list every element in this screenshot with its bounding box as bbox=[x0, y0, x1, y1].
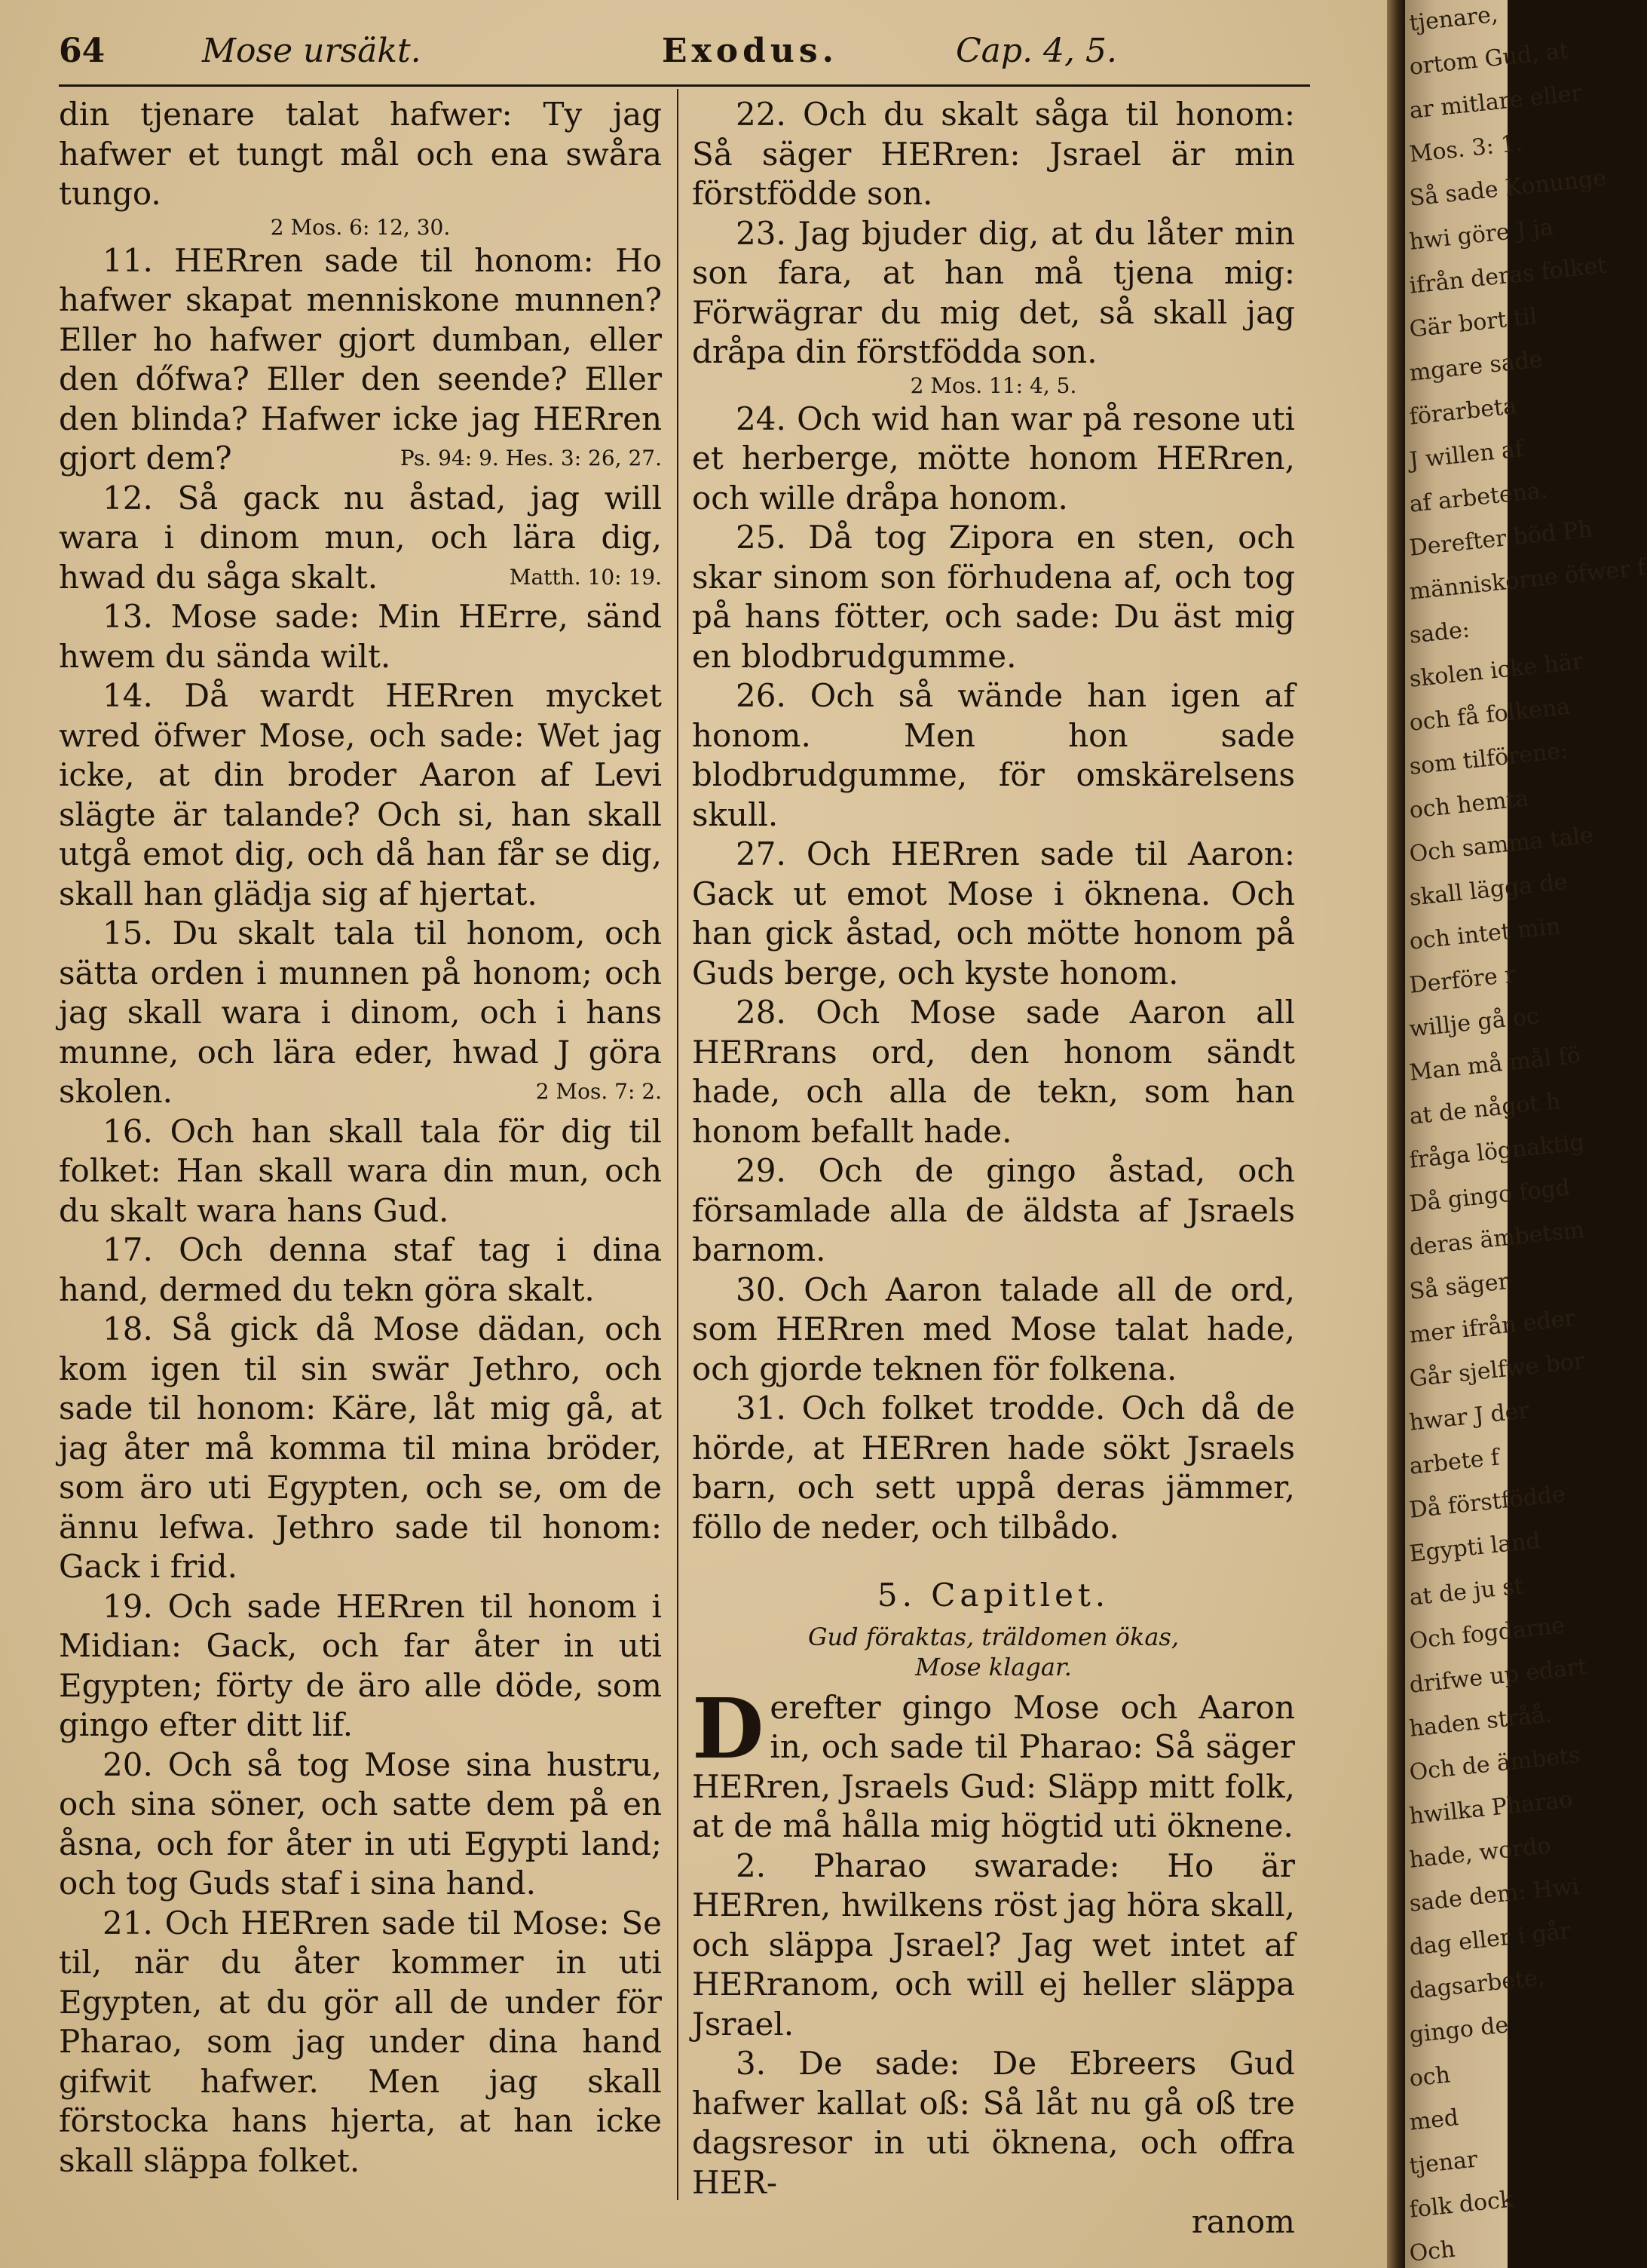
verse-26: 26. Och så wände han igen af honom. Men hon sade blodbrudgumme, för omskärelsens skull. bbox=[692, 677, 1295, 833]
verse-21: 21. Och HERren sade til Mose: Se til, när du åter kommer in uti Egypten, at du gör all de under för Pharao, som jag under dina hand gifwit hafwer. Men jag skall förstocka hans hjerta, at han icke skall släppa folket. bbox=[59, 1904, 662, 2179]
facing-page-fragment: Går sjelfwe bor bbox=[1408, 1347, 1586, 1393]
book-title: Exodus. bbox=[662, 32, 838, 70]
facing-page-fragment: arbete f bbox=[1408, 1444, 1501, 1480]
summary-line: Gud föraktas, träldomen ökas, bbox=[807, 1622, 1179, 1651]
facing-page-fragment: at de ju st bbox=[1408, 1573, 1525, 1611]
facing-page-fragment: Så säger bbox=[1408, 1268, 1511, 1305]
facing-page-fragment: människorne öfwer f bbox=[1408, 554, 1647, 605]
facing-page-fragment: Och samma tale bbox=[1408, 822, 1595, 868]
facing-page-fragment: tjenar bbox=[1408, 2146, 1479, 2180]
facing-page-fragment: och hemta bbox=[1408, 785, 1530, 824]
facing-page-fragment: Derföre r bbox=[1408, 961, 1517, 999]
facing-page-fragment: tjenare, bbox=[1408, 1, 1499, 37]
page-header bbox=[59, 29, 1129, 81]
facing-page-fragment: Så sade Konunge bbox=[1408, 164, 1608, 212]
facing-page-fragment: dag eller i går bbox=[1408, 1917, 1572, 1961]
verse-25: 25. Då tog Zipora en sten, och skar sinom son förhudena af, och tog på hans fötter, och sade: Du äst mig en blodbrudgumme. bbox=[692, 519, 1295, 675]
catchword: ranom bbox=[1191, 2203, 1295, 2240]
facing-page-fragment: skolen icke här bbox=[1408, 648, 1584, 693]
facing-page-fragment: fråga lögnaktig bbox=[1408, 1129, 1586, 1174]
page-number: 64 bbox=[59, 32, 106, 70]
facing-page-fragment: dagsarbete, bbox=[1408, 1964, 1546, 2005]
verse-29: 29. Och de gingo åstad, och församlade alla de äldsta af Jsraels barnom. bbox=[692, 1152, 1295, 1268]
summary-line: Mose klagar. bbox=[915, 1652, 1072, 1681]
verse-14: 14. Då wardt HERren mycket wred öfwer Mose, och sade: Wet jag icke, at din broder Aaron af Levi slägte är talande? Och si, han skall utgå emot dig, och då han får se dig, skall han glädja sig af hjertat. bbox=[59, 677, 662, 912]
facing-page-fragment: hwar J der bbox=[1408, 1397, 1531, 1436]
facing-page-fragment: mer ifrån eder bbox=[1408, 1304, 1577, 1349]
facing-page-fragment: Derefter böd Ph bbox=[1408, 516, 1594, 562]
verse-19: 19. Och sade HERren til honom i Midian: Gack, och far åter in uti Egypten; förty de äro alle döde, som gingo efter ditt lif. bbox=[59, 1587, 662, 1743]
chapter-summary bbox=[692, 1622, 1295, 1682]
header-rule bbox=[59, 84, 1310, 87]
verse-text: erefter gingo Mose och Aaron in, och sade til Pharao: Så säger HERren, Jsraels Gud: Släpp mitt folk, at de må hålla mig högtid uti öknene. bbox=[692, 1688, 1295, 1844]
facing-page-fragment: Man må mål fö bbox=[1408, 1042, 1582, 1086]
chapter-5-verse-3: 3. De sade: De Ebreers Gud hafwer kallat oß: Så låt nu gå oß tre dagsresor in uti öknena, och offra HER- bbox=[692, 2045, 1295, 2201]
facing-page-fragment: skall lägga de bbox=[1408, 869, 1569, 912]
facing-page-fragment: och få folkena bbox=[1408, 693, 1572, 737]
verse-10-continuation: din tjenare talat hafwer: Ty jag hafwer et tungt mål och ena swåra tungo. bbox=[59, 96, 662, 212]
verse-24: 24. Och wid han war på resone uti et herberge, mötte honom HERren, och wille dråpa honom. bbox=[692, 400, 1295, 516]
facing-page-fragment: hade, wordo bbox=[1408, 1832, 1553, 1874]
facing-page-fragment: willje gå oc bbox=[1408, 1002, 1541, 1043]
book-gutter bbox=[1387, 0, 1405, 2268]
facing-page-fragment: Mos. 3: 1. bbox=[1408, 130, 1524, 168]
chapter-5-verse-2: 2. Pharao swarade: Ho är HERren, hwilkens röst jag höra skall, och släppa Jsrael? Jag wet intet af HERranom, och will ej heller släppa Jsrael. bbox=[692, 1847, 1295, 2043]
facing-page-fragment: Egypti land bbox=[1408, 1527, 1542, 1568]
verse-30: 30. Och Aaron talade all de ord, som HERren med Mose talat hade, och gjorde teknen för folkena. bbox=[692, 1270, 1295, 1387]
cross-reference: 2 Mos. 7: 2. bbox=[535, 1079, 662, 1104]
facing-page-fragment: ifrån deras folket bbox=[1408, 252, 1608, 299]
verse-text: 15. Du skalt tala til honom, och sätta orden i munnen på honom; och jag skall wara i dinom, och i hans munne, och lära eder, hwad J göra skolen. bbox=[59, 915, 662, 1110]
column-divider bbox=[677, 89, 678, 2200]
verse-18: 18. Så gick då Mose dädan, och kom igen til sin swär Jethro, och sade til honom: Käre, låt mig gå, at jag åter må komma til mina bröder, som äro uti Egypten, och se, om de ännu lefwa. Jethro sade til honom: Gack i frid. bbox=[59, 1310, 662, 1585]
verse-22: 22. Och du skalt såga til honom: Så säger HERren: Jsrael är min förstfödde son. bbox=[692, 96, 1295, 212]
verse-31: 31. Och folket trodde. Och då de hörde, at HERren hade sökt Jsraels barn, och sett uppå deras jämmer, föllo de neder, och tilbådo. bbox=[692, 1390, 1295, 1546]
chapter-reference: Cap. 4, 5. bbox=[956, 32, 1117, 70]
facing-page-fragment: Och bbox=[1408, 2236, 1457, 2267]
verse-11 bbox=[59, 241, 662, 479]
verse-28: 28. Och Mose sade Aaron all HERrans ord, den honom sändt hade, och alla de tekn, som han honom befallt hade. bbox=[692, 994, 1295, 1150]
facing-page-fragment: Då gingo fogd bbox=[1408, 1174, 1572, 1218]
facing-page-fragment: haden stråå. bbox=[1408, 1701, 1554, 1742]
facing-page-fragment: drifwe up edart bbox=[1408, 1653, 1588, 1699]
facing-page-fragment: sade: bbox=[1408, 616, 1471, 649]
facing-page-fragment: Och fogdarne bbox=[1408, 1612, 1566, 1655]
facing-page-fragment: och intet min bbox=[1408, 912, 1562, 955]
drop-cap: D bbox=[692, 1679, 764, 1777]
cross-reference: Matth. 10: 19. bbox=[509, 564, 662, 590]
verse-text: 11. HERren sade til honom: Ho hafwer skapat menniskone munnen? Eller ho hafwer gjort dumban, eller den dőfwa? Eller den seende? Eller den blinda? Hafwer icke jag HERren gjort dem? bbox=[59, 241, 662, 477]
facing-page-fragment: hwi göre J ja bbox=[1408, 213, 1555, 256]
verse-15 bbox=[59, 914, 662, 1112]
cross-reference: Ps. 94: 9. Hes. 3: 26, 27. bbox=[400, 446, 662, 470]
facing-page-fragment: ar mitlare eller bbox=[1408, 79, 1584, 124]
running-title: Mose ursäkt. bbox=[202, 32, 421, 70]
verse-text: 12. Så gack nu åstad, jag will wara i dinom mun, och lära dig, hwad du såga skalt. bbox=[59, 479, 662, 596]
facing-page-edge bbox=[1405, 0, 1647, 2268]
facing-page-fragment: sade dem: Hwi bbox=[1408, 1873, 1581, 1917]
facing-page-fragment: mgare sade bbox=[1408, 346, 1544, 387]
facing-page-fragment: Och de ämbets bbox=[1408, 1742, 1581, 1786]
facing-page-fragment: gingo de bbox=[1408, 2012, 1510, 2049]
verse-13: 13. Mose sade: Min HErre, sänd hwem du sända wilt. bbox=[59, 598, 662, 675]
facing-page-fragment: hwilka Pharao bbox=[1408, 1786, 1574, 1830]
chapter-5-verse-1 bbox=[692, 1679, 1295, 1847]
cross-reference: 2 Mos. 11: 4, 5. bbox=[910, 372, 1077, 398]
facing-page-fragment: Gär bort til bbox=[1408, 303, 1538, 343]
verse-17: 17. Och denna staf tag i dina hand, dermed du tekn göra skalt. bbox=[59, 1231, 662, 1308]
facing-page-fragment: som tilförene: bbox=[1408, 737, 1569, 780]
facing-page-fragment: förarbeta bbox=[1408, 393, 1518, 431]
verse-16: 16. Och han skall tala för dig til folket: Han skall wara din mun, och du skalt wara hans Gud. bbox=[59, 1112, 662, 1229]
verse-27: 27. Och HERren sade til Aaron: Gack ut emot Mose i öknena. Och han gick åstad, och mötte honom på Guds berge, och kyste honom. bbox=[692, 835, 1295, 991]
left-column bbox=[59, 95, 662, 2181]
facing-page-fragment: at de något h bbox=[1408, 1087, 1562, 1130]
cross-reference: 2 Mos. 6: 12, 30. bbox=[270, 214, 451, 240]
facing-page-fragment: och bbox=[1408, 2061, 1452, 2092]
facing-page-fragment: J willen af bbox=[1408, 436, 1525, 474]
chapter-heading: 5. Capitlet. bbox=[877, 1577, 1110, 1614]
right-column bbox=[692, 95, 1295, 2242]
facing-page-fragment: af arbetena. bbox=[1408, 477, 1549, 518]
facing-page-fragment: ortom Gud, at bbox=[1408, 37, 1570, 81]
facing-page-fragment: deras ämbetsm bbox=[1408, 1216, 1586, 1261]
verse-20: 20. Och så tog Mose sina hustru, och sina söner, och satte dem på en åsna, och for åter in uti Egypti land; och tog Guds staf i sina hand. bbox=[59, 1745, 662, 1902]
facing-page-fragment: med bbox=[1408, 2104, 1460, 2136]
verse-23: 23. Jag bjuder dig, at du låter min son fara, at han må tjena mig: Förwägrar du mig det, så skall jag dråpa din förstfödda son. bbox=[692, 214, 1295, 370]
verse-12 bbox=[59, 479, 662, 598]
facing-page-fragment: Då förstfödde bbox=[1408, 1481, 1567, 1524]
facing-page-fragment: folk dock bbox=[1408, 2186, 1515, 2224]
